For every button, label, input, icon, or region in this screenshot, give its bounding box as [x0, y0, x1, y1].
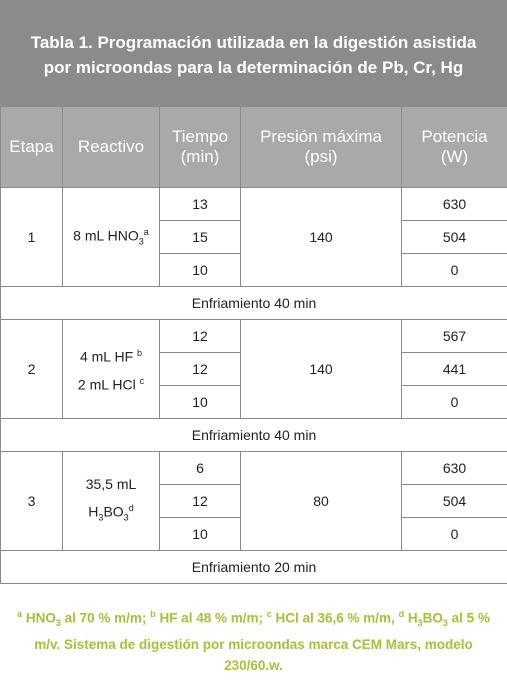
presion-cell: 140: [241, 188, 402, 287]
cooling-cell: Enfriamiento 40 min: [1, 287, 507, 320]
potencia-cell: 0: [402, 254, 507, 287]
cooling-cell: Enfriamiento 40 min: [1, 419, 507, 452]
header-reactivo: Reactivo: [63, 107, 160, 188]
cooling-cell: Enfriamiento 20 min: [1, 551, 507, 584]
header-tiempo: Tiempo (min): [160, 107, 241, 188]
reactivo-cell: 4 mL HF $^b$ 2 mL HCl $^c$: [63, 320, 160, 419]
reactivo-cell: 8 mL $HNO_3^a$: [63, 188, 160, 287]
tiempo-cell: 10: [160, 254, 241, 287]
tiempo-cell: 12: [160, 353, 241, 386]
header-presion: Presión máxima (psi): [241, 107, 402, 188]
potencia-cell: 630: [402, 188, 507, 221]
table-row: [1, 320, 507, 353]
header-potencia: Potencia (W): [402, 107, 507, 188]
table-footnote: $^a$ $HNO_3$ al 70 % m/m; $^b$ HF al 48 % m/m; $^c$ HCl al 36,6 % m/m, $^d$ $H_3BO_3$ al 5 % m/v. Sistema de digestión por microondas marca CEM Mars, modelo 230/60.w.: [17, 609, 490, 674]
potencia-cell: 0: [402, 518, 507, 551]
tiempo-cell: 10: [160, 386, 241, 419]
etapa-cell: 1: [1, 188, 63, 287]
tiempo-cell: 13: [160, 188, 241, 221]
potencia-cell: 0: [402, 386, 507, 419]
header-row: [1, 107, 507, 188]
potencia-cell: 504: [402, 221, 507, 254]
potencia-cell: 504: [402, 485, 507, 518]
presion-cell: 80: [241, 452, 402, 551]
header-etapa: Etapa: [1, 107, 63, 188]
cooling-row: [1, 419, 507, 452]
presion-cell: 140: [241, 320, 402, 419]
table-title-line-1: Tabla 1. Programación utilizada en la digestión asistida: [30, 33, 477, 52]
tiempo-cell: 12: [160, 485, 241, 518]
digestion-program-table: [0, 106, 507, 584]
tiempo-cell: 6: [160, 452, 241, 485]
tiempo-cell: 12: [160, 320, 241, 353]
table-row: [1, 452, 507, 485]
cooling-row: [1, 551, 507, 584]
reactivo-cell: 35,5 mL $H_3BO_3^d$: [63, 452, 160, 551]
table-row: [1, 188, 507, 221]
table-title-line-2: por microondas para la determinación de Pb, Cr, Hg: [43, 58, 464, 77]
etapa-cell: 3: [1, 452, 63, 551]
potencia-cell: 441: [402, 353, 507, 386]
potencia-cell: 567: [402, 320, 507, 353]
tiempo-cell: 10: [160, 518, 241, 551]
potencia-cell: 630: [402, 452, 507, 485]
tiempo-cell: 15: [160, 221, 241, 254]
table-title: [0, 0, 507, 106]
etapa-cell: 2: [1, 320, 63, 419]
cooling-row: [1, 287, 507, 320]
